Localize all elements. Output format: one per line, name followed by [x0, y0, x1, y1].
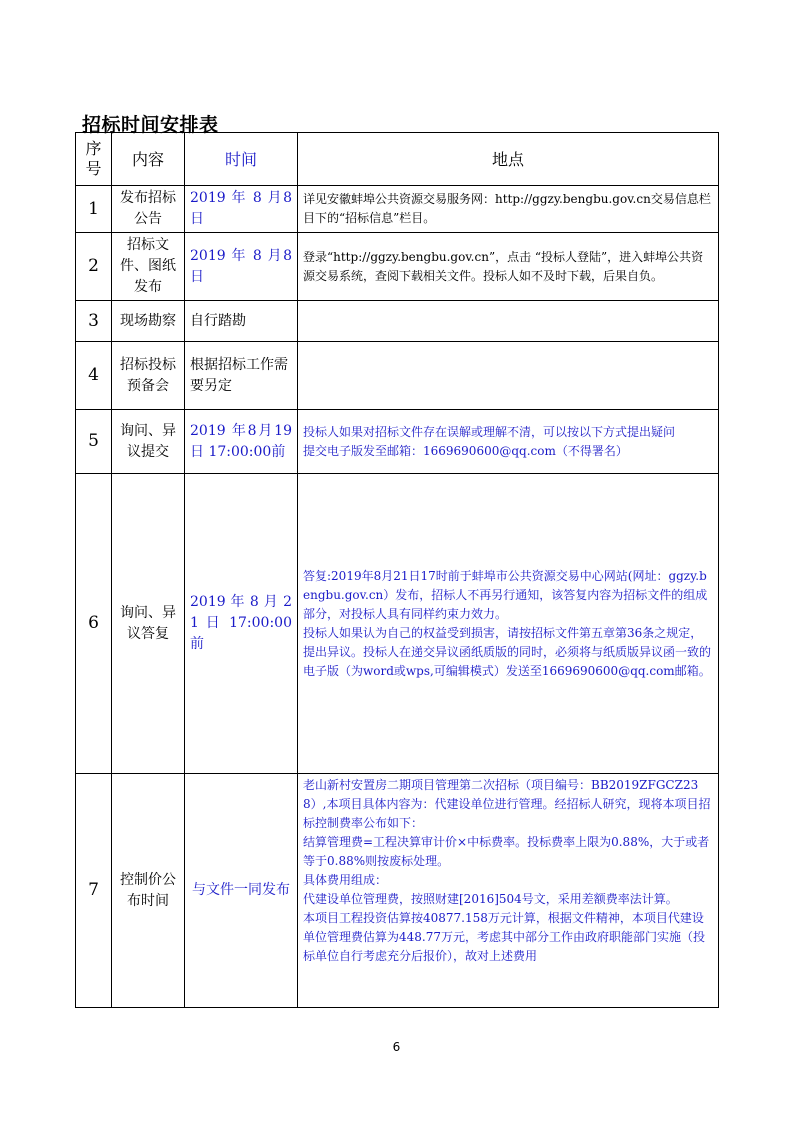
row-time: 2019 年8月19 日 17:00:00前	[185, 410, 298, 474]
table-row	[76, 774, 719, 1008]
row-time: 自行踏勘	[185, 301, 298, 342]
place-line: 登录“http://ggzy.bengbu.gov.cn”，点击 “投标人登陆”，进入蚌埠公共资源交易系统，查阅下载相关文件。投标人如不及时下载，后果自负。	[303, 249, 704, 283]
row-item: 现场勘察	[112, 301, 185, 342]
row-no: 1	[76, 186, 112, 233]
header-time: 时间	[185, 133, 298, 186]
row-place	[298, 186, 719, 233]
row-time: 2019 年 8 月8日	[185, 233, 298, 301]
row-item: 招标文件、图纸发布	[112, 233, 185, 301]
table-row	[76, 186, 719, 233]
place-line: 投标人如果对招标文件存在误解或理解不清，可以按以下方式提出疑问	[303, 424, 676, 439]
place-line: 老山新村安置房二期项目管理第二次招标（项目编号：BB2019ZFGCZ238）,本项目具体内容为：代建设单位进行管理。经招标人研究，现将本项目招标控制费率公布如下：	[303, 778, 711, 830]
place-line: 提交电子版发至邮箱：1669690600@qq.com（不得署名）	[303, 443, 628, 458]
row-no: 4	[76, 342, 112, 410]
header-place: 地点	[298, 133, 719, 186]
place-line: 本项目工程投资估算按40877.158万元计算，根据文件精神，本项目代建设单位管理费估算为448.77万元，考虑其中部分工作由政府职能部门实施（投标单位自行考虑充分后报价），故对上述费用	[303, 911, 705, 963]
row-no: 7	[76, 774, 112, 1008]
row-place	[298, 474, 719, 774]
row-place	[298, 301, 719, 342]
row-item: 发布招标公告	[112, 186, 185, 233]
header-item: 内容	[112, 133, 185, 186]
table-header-row	[76, 133, 719, 186]
row-item: 询问、异议答复	[112, 474, 185, 774]
row-time: 与文件一同发布	[185, 774, 298, 1008]
place-line: 详见安徽蚌埠公共资源交易服务网：http://ggzy.bengbu.gov.cn交易信息栏目下的“招标信息”栏目。	[303, 192, 711, 225]
row-item: 招标投标预备会	[112, 342, 185, 410]
table-row	[76, 342, 719, 410]
row-no: 3	[76, 301, 112, 342]
table-row	[76, 301, 719, 342]
place-line: 结算管理费=工程决算审计价×中标费率。投标费率上限为0.88%，大于或者等于0.88%则按废标处理。	[303, 835, 710, 868]
row-no: 5	[76, 410, 112, 474]
header-no: 序号	[76, 133, 112, 186]
row-time: 根据招标工作需要另定	[185, 342, 298, 410]
page-number: 6	[392, 1040, 401, 1054]
row-time: 2019 年 8 月 21 日 17:00:00 前	[185, 474, 298, 774]
place-line: 投标人如果认为自己的权益受到损害，请按招标文件第五章第36条之规定，提出异议。投标人在递交异议函纸质版的同时，必须将与纸质版异议函一致的电子版（为word或wps,可编辑模式）发送至1669690600@qq.com邮箱。	[303, 625, 712, 678]
schedule-table	[75, 132, 719, 1008]
place-line: 答复:2019年8月21日17时前于蚌埠市公共资源交易中心网站(网址：ggzy.bengbu.gov.cn）发布，招标人不再另行通知，该答复内容为招标文件的组成部分，对投标人具有同样约束力效力。	[303, 568, 708, 621]
row-time: 2019 年 8 月8日	[185, 186, 298, 233]
row-no: 6	[76, 474, 112, 774]
row-place	[298, 233, 719, 301]
row-no: 2	[76, 233, 112, 301]
table-row	[76, 410, 719, 474]
row-place	[298, 342, 719, 410]
row-place	[298, 410, 719, 474]
row-place	[298, 774, 719, 1008]
table-row	[76, 474, 719, 774]
row-item: 询问、异议提交	[112, 410, 185, 474]
place-line: 代建设单位管理费，按照财建[2016]504号文，采用差额费率法计算。	[303, 892, 678, 906]
page-title: 招标时间安排表	[82, 114, 219, 136]
place-line: 具体费用组成：	[303, 873, 388, 887]
table-row	[76, 233, 719, 301]
row-item: 控制价公布时间	[112, 774, 185, 1008]
